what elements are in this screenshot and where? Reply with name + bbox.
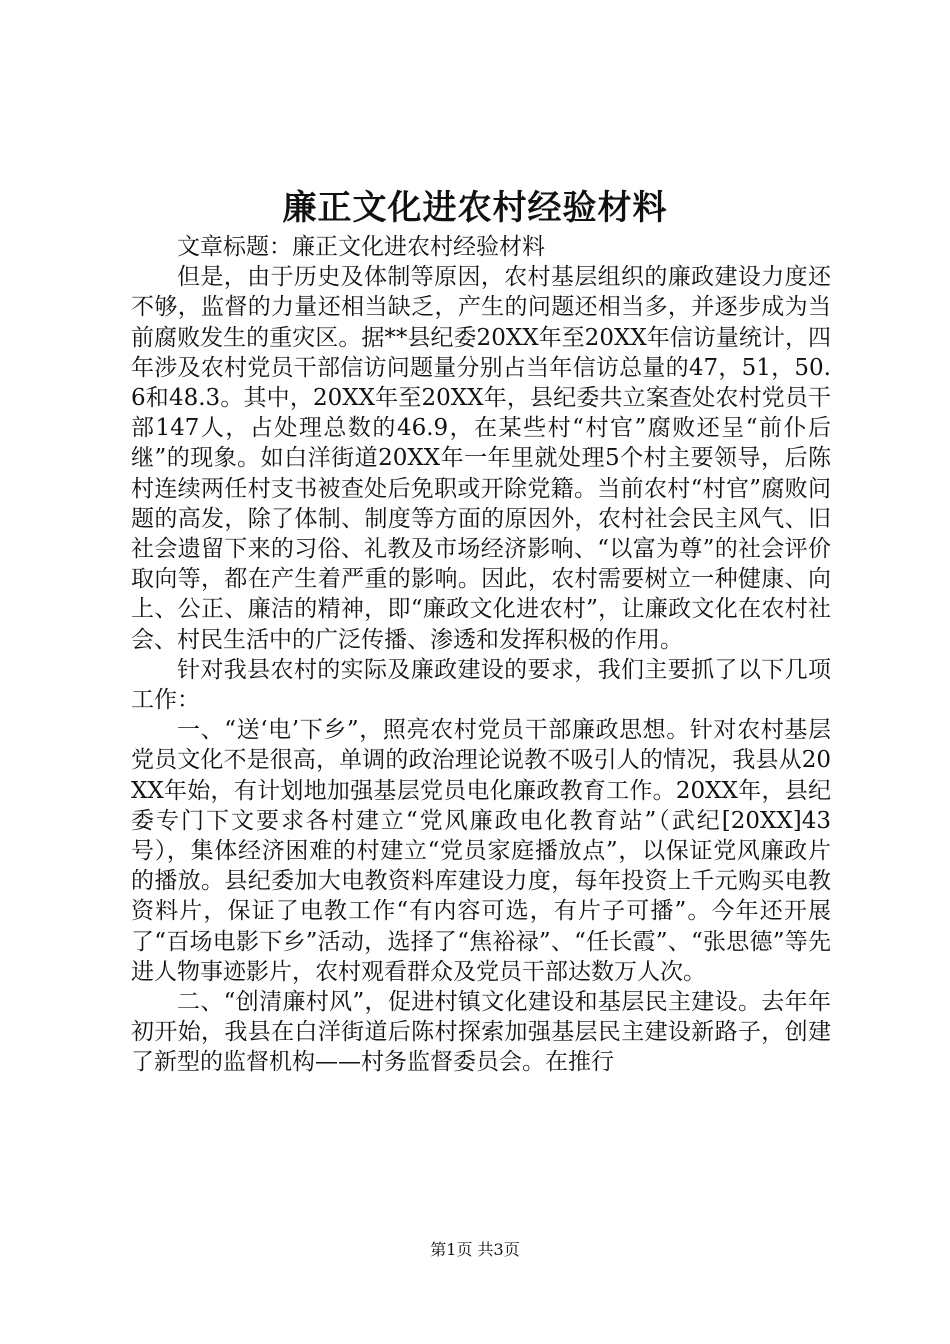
document-title: 廉正文化进农村经验材料 <box>282 188 668 228</box>
paragraph-section-two: 二、“创清廉村风”，促进村镇文化建设和基层民主建设。去年年初开始，我县在白洋街道后陈村探索加强基层民主建设新路子，创建了新型的监督机构——村务监督委员会。在推行 <box>131 989 831 1076</box>
paragraph-section-one: 一、“送‘电’下乡”，照亮农村党员干部廉政思想。针对农村基层党员文化不是很高，单调的政治理论说教不吸引人的情况，我县从20XX年始，有计划地加强基层党员电化廉政教育工作。20XX年，县纪委专门下文要求各村建立“党风廉政电化教育站”（武纪[20XX]43号），集体经济困难的村建立“党员家庭播放点”，以保证党风廉政片的播放。县纪委加大电教资料库建设力度，每年投资上千元购买电教资料片，保证了电教工作“有内容可选，有片子可播”。今年还开展了“百场电影下乡”活动，选择了“焦裕禄”、“任长霞”、“张思德”等先进人物事迹影片，农村观看群众及党员干部达数万人次。 <box>131 717 831 985</box>
paragraph-background: 但是，由于历史及体制等原因，农村基层组织的廉政建设力度还不够，监督的力量还相当缺乏，产生的问题还相当多，并逐步成为当前腐败发生的重灾区。据**县纪委20XX年至20XX年信访量统计，四年涉及农村党员干部信访问题量分别占当年信访总量的47，51，50.6和48.3。其中，20XX年至20XX年，县纪委共立案查处农村党员干部147人，占处理总数的46.9，在某些村“村官”腐败还呈“前仆后继”的现象。如白洋街道20XX年一年里就处理5个村主要领导，后陈村连续两任村支书被查处后免职或开除党籍。当前农村“村官”腐败问题的高发，除了体制、制度等方面的原因外，农村社会民主风气、旧社会遗留下来的习俗、礼教及市场经济影响、“以富为尊”的社会评价取向等，都在产生着严重的影响。因此，农村需要树立一种健康、向上、公正、廉洁的精神，即“廉政文化进农村”，让廉政文化在农村社会、村民生活中的广泛传播、渗透和发挥积极的作用。 <box>131 264 831 653</box>
paragraph-article-heading: 文章标题：廉正文化进农村经验材料 <box>177 234 545 260</box>
page-number-footer: 第1页 共3页 <box>430 1240 520 1259</box>
paragraph-work-intro: 针对我县农村的实际及廉政建设的要求，我们主要抓了以下几项工作： <box>131 656 831 714</box>
document-body <box>131 232 831 1078</box>
